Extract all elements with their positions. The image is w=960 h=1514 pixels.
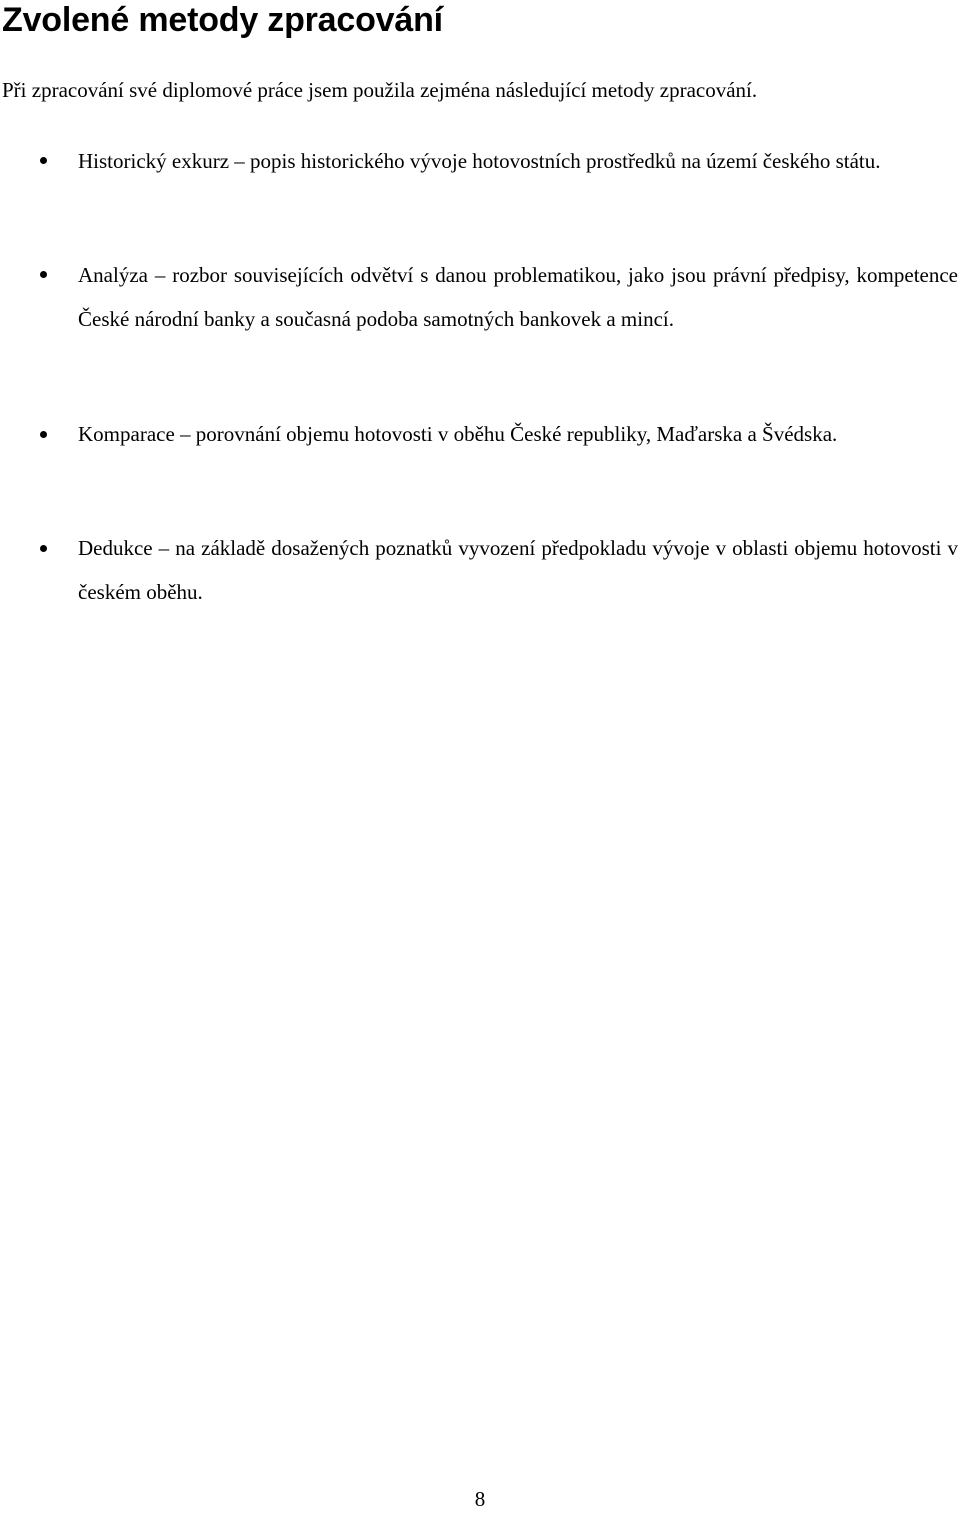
bullet-icon [40,157,47,164]
bullet-icon [40,431,47,438]
list-item-text: Analýza – rozbor souvisejících odvětví s danou problematikou, jako jsou právní předpisy, kompetence České národní banky a současná podoba samotných bankovek a mincí. [78,263,958,331]
list-item-text: Historický exkurz – popis historického vývoje hotovostních prostředků na území českého státu. [78,149,881,173]
intro-paragraph: Při zpracování své diplomové práce jsem použila zejména následující metody zpracování. [2,78,758,102]
list-item-text: Komparace – porovnání objemu hotovosti v oběhu České republiky, Maďarska a Švédska. [78,422,838,446]
bullet-icon [40,545,47,552]
page-number: 8 [474,1487,486,1511]
section-heading: Zvolené metody zpracování [2,1,443,39]
list-item-text: Dedukce – na základě dosažených poznatků vyvození předpokladu vývoje v oblasti objemu hotovosti v českém oběhu. [78,536,958,604]
bullet-icon [40,271,47,278]
